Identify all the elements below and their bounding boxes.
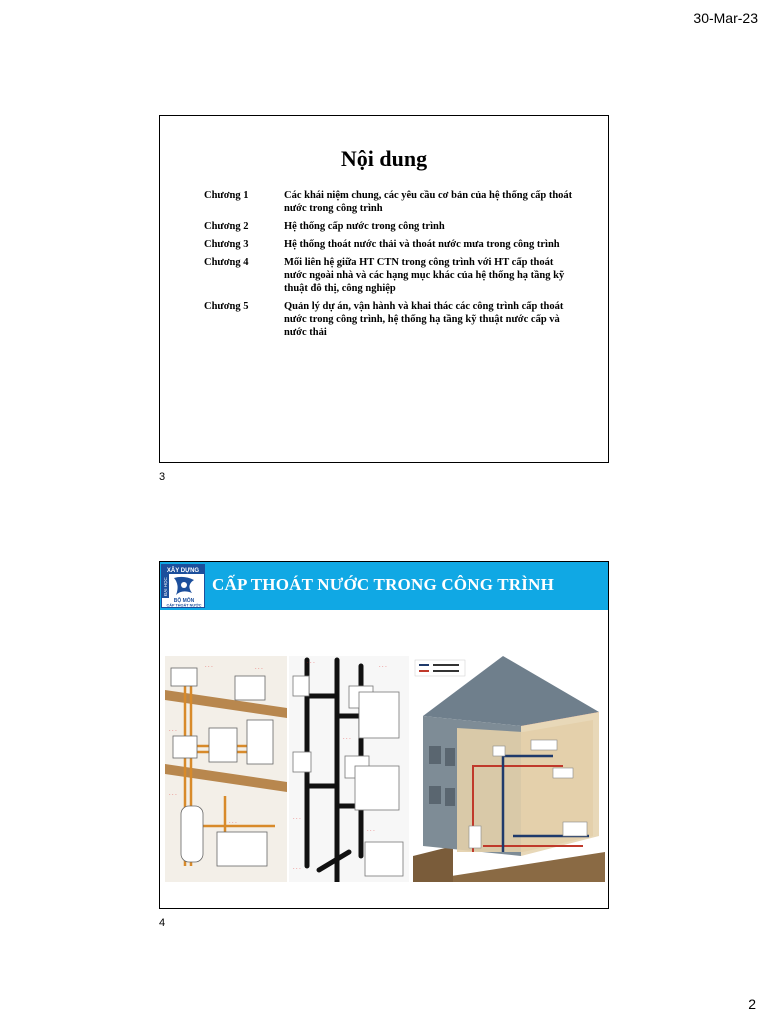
chapter-list bbox=[204, 189, 574, 344]
chapter-label: Chương 5 bbox=[204, 301, 249, 312]
logo-line2: CẤP THOÁT NƯỚC bbox=[166, 603, 202, 607]
water-supply-illustration bbox=[165, 656, 287, 882]
chapter-description: Các khái niệm chung, các yêu cầu cơ bản của hệ thống cấp thoát nước trong công trình bbox=[284, 190, 573, 214]
logo-top-text: XÂY DỰNG bbox=[166, 568, 200, 574]
svg-text:· · ·: · · · bbox=[255, 666, 263, 672]
svg-text:· · ·: · · · bbox=[343, 736, 351, 742]
svg-text:· · ·: · · · bbox=[169, 792, 177, 798]
slide-title: Nội dung bbox=[340, 146, 428, 171]
svg-text:· · ·: · · · bbox=[229, 820, 237, 826]
header-date: 30-Mar-23 bbox=[693, 10, 758, 26]
chapter-label: Chương 3 bbox=[204, 239, 249, 250]
slide-plumbing bbox=[159, 561, 609, 909]
chapter-label: Chương 2 bbox=[204, 221, 249, 232]
page-number: 2 bbox=[748, 996, 756, 1012]
chapter-row bbox=[204, 220, 574, 233]
slide-number: 4 bbox=[159, 917, 166, 929]
svg-text:· · ·: · · · bbox=[169, 728, 177, 734]
svg-text:· · ·: · · · bbox=[367, 828, 375, 834]
university-logo bbox=[161, 564, 205, 608]
logo-line1: BỘ MÔN bbox=[173, 598, 195, 604]
slide-number: 3 bbox=[159, 471, 166, 483]
chapter-description: Mối liên hệ giữa HT CTN trong công trình với HT cấp thoát nước ngoài nhà và các hạng mục khác của hệ thống hạ tầng kỹ thuật đô thị, công nghiệp bbox=[284, 257, 565, 294]
chapter-row bbox=[204, 189, 574, 215]
svg-text:· · ·: · · · bbox=[205, 664, 213, 670]
slide-banner bbox=[160, 562, 608, 610]
chapter-description: Hệ thống thoát nước thải và thoát nước mưa trong công trình bbox=[284, 239, 560, 250]
chapter-label: Chương 4 bbox=[204, 257, 249, 268]
banner-title: CẤP THOÁT NƯỚC TRONG CÔNG TRÌNH bbox=[212, 575, 554, 594]
chapter-description: Hệ thống cấp nước trong công trình bbox=[284, 221, 445, 232]
svg-text:· · ·: · · · bbox=[293, 816, 301, 822]
logo-side-text: ĐẠI HỌC bbox=[163, 577, 168, 596]
chapter-row bbox=[204, 256, 574, 295]
chapter-label: Chương 1 bbox=[204, 190, 249, 201]
svg-text:· · ·: · · · bbox=[379, 664, 387, 670]
drainage-illustration bbox=[289, 656, 409, 882]
chapter-row bbox=[204, 300, 574, 339]
slide-contents bbox=[159, 115, 609, 463]
house-plumbing-illustration bbox=[413, 656, 605, 882]
chapter-row bbox=[204, 238, 574, 251]
svg-text:· · ·: · · · bbox=[307, 660, 315, 666]
svg-text:· · ·: · · · bbox=[293, 866, 301, 872]
chapter-description: Quản lý dự án, vận hành và khai thác các công trình cấp thoát nước trong công trình, hệ thống hạ tầng kỹ thuật nước cấp và nước thải bbox=[284, 301, 564, 338]
